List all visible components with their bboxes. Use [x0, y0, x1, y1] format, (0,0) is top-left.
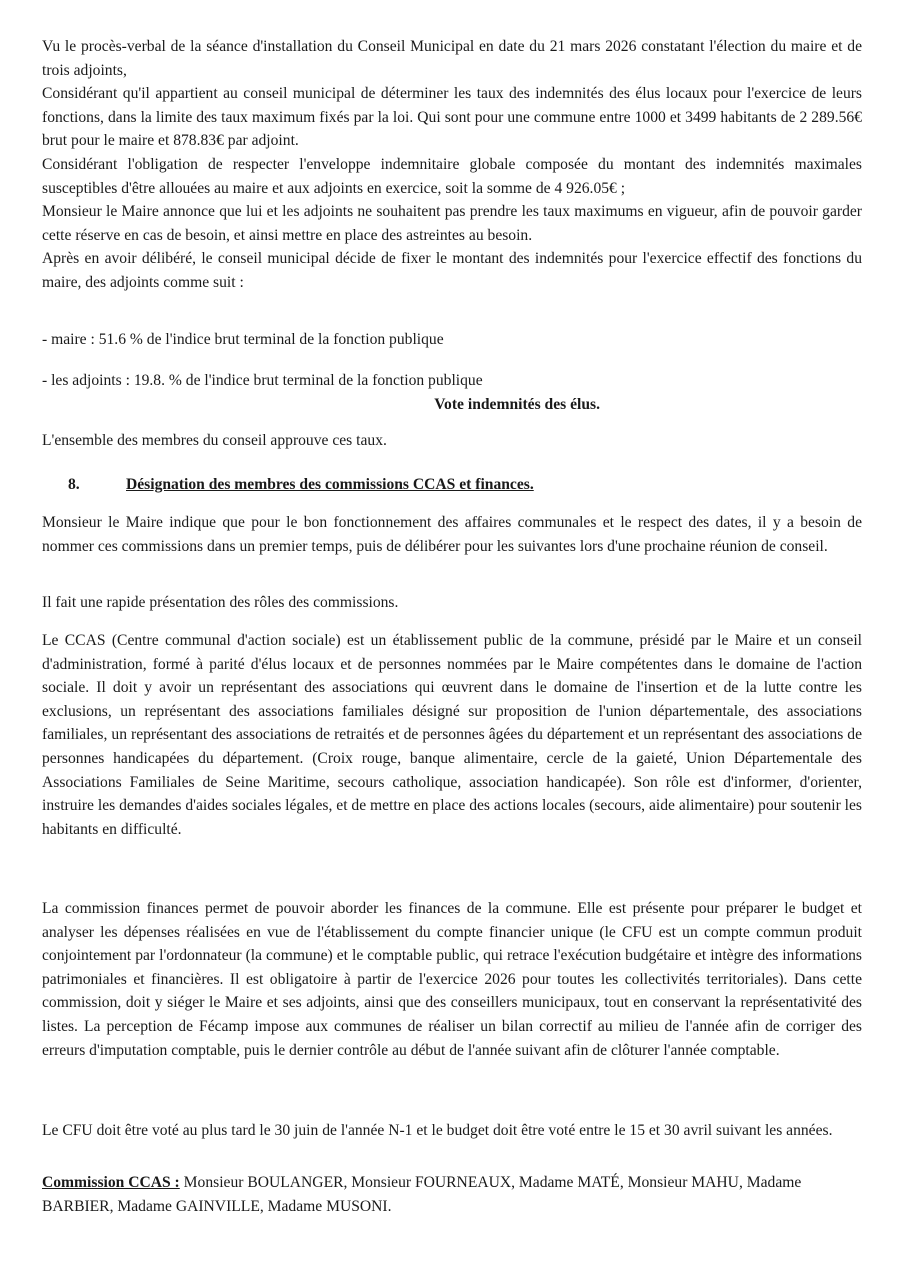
finances-description: La commission finances permet de pouvoir aborder les finances de la commune. Elle est présente pour préparer le budget et analyser les dépenses réalisées en vue de l'établissement du compte financier unique (le CFU est un compte commun produit conjointement par l'ordonnateur (la commune) et le comptable public, qui retrace l'exécution budgétaire et intègre des informations patrimoniales et financières. Il est obligatoire à partir de l'exercice 2026 pour toutes les collectivités territoriales). Dans cette commission, doit y siéger le Maire et ses adjoints, ainsi que des conseillers municipaux, tout en conservant la représentativité des listes. La perception de Fécamp impose aux communes de réaliser un bilan correctif au milieu de l'année afin de corriger des erreurs d'imputation comptable, puis le dernier contrôle au début de l'année suivant afin de clôturer l'année comptable. [42, 900, 862, 1059]
section-number: 8. [68, 476, 80, 493]
ccas-label: Commission CCAS : [42, 1174, 180, 1191]
ccas-members [42, 1171, 862, 1218]
intro-paragraph: Monsieur le Maire annonce que lui et les adjoints ne souhaitent pas prendre les taux maximums en vigueur, afin de pouvoir garder cette réserve en cas de besoin, et ainsi mettre en place des astreintes au besoin. [42, 203, 862, 244]
cfu-paragraph: Le CFU doit être voté au plus tard le 30 juin de l'année N-1 et le budget doit être voté entre le 15 et 30 avril suivant les années. [42, 1122, 833, 1139]
intro-paragraph: Considérant qu'il appartient au conseil municipal de déterminer les taux des indemnités des élus locaux pour l'exercice de leurs fonctions, dans la limite des taux maximum fixés par la loi. Qui sont pour une commune entre 1000 et 3499 habitants de 2 289.56€ brut pour le maire et 878.83€ par adjoint. [42, 85, 862, 150]
approval-text: L'ensemble des membres du conseil approuve ces taux. [42, 432, 387, 449]
section-paragraph: Il fait une rapide présentation des rôles des commissions. [42, 594, 399, 611]
ccas-member-list: Monsieur BOULANGER, Monsieur FOURNEAUX, Madame MATÉ, Monsieur MAHU, Madame BARBIER, Madame GAINVILLE, Madame MUSONI. [42, 1174, 802, 1215]
ccas-description: Le CCAS (Centre communal d'action sociale) est un établissement public de la commune, présidé par le Maire et un conseil d'administration, formé à parité d'élus locaux et de personnes nommées par le Maire compétentes dans le domaine de l'action sociale. Il doit y avoir un représentant des associations qui œuvrent dans le domaine de l'insertion et de la lutte contre les exclusions, un représentant des associations familiales désigné sur proposition de l'union départementale, des associations familiales, un représentant des associations de retraités et de personnes âgées du département et un représentant des associations de personnes handicapées du département. (Croix rouge, banque alimentaire, cercle de la gaieté, Union Départementale des Associations Familiales de Seine Maritime, secours catholique, association handicapée). Son rôle est d'informer, d'orienter, instruire les demandes d'aides sociales légales, et de mettre en place des actions locales (secours, aide alimentaire) pour soutenir les habitants en difficulté. [42, 632, 862, 838]
intro-paragraph: Après en avoir délibéré, le conseil municipal décide de fixer le montant des indemnités pour l'exercice effectif des fonctions du maire, des adjoints comme suit : [42, 250, 862, 291]
section-heading [42, 473, 862, 497]
section-paragraph: Monsieur le Maire indique que pour le bon fonctionnement des affaires communales et le respect des dates, il y a besoin de nommer ces commissions dans un premier temps, puis de délibérer pour les suivantes lors d'une prochaine réunion de conseil. [42, 514, 862, 555]
rate-adjoints: - les adjoints : 19.8. % de l'indice brut terminal de la fonction publique [42, 372, 483, 389]
intro-paragraph: Considérant l'obligation de respecter l'enveloppe indemnitaire globale composée du montant des indemnités maximales susceptibles d'être allouées au maire et aux adjoints en exercice, soit la somme de 4 926.05€ ; [42, 155, 862, 197]
rate-maire: - maire : 51.6 % de l'indice brut terminal de la fonction publique [42, 331, 444, 348]
section-title: Désignation des membres des commissions CCAS et finances. [126, 476, 534, 493]
intro-paragraph: Vu le procès-verbal de la séance d'installation du Conseil Municipal en date du 21 mars 2026 constatant l'élection du maire et de trois adjoints, [42, 38, 862, 79]
intro-block [42, 35, 862, 295]
vote-title: Vote indemnités des élus. [434, 396, 600, 413]
